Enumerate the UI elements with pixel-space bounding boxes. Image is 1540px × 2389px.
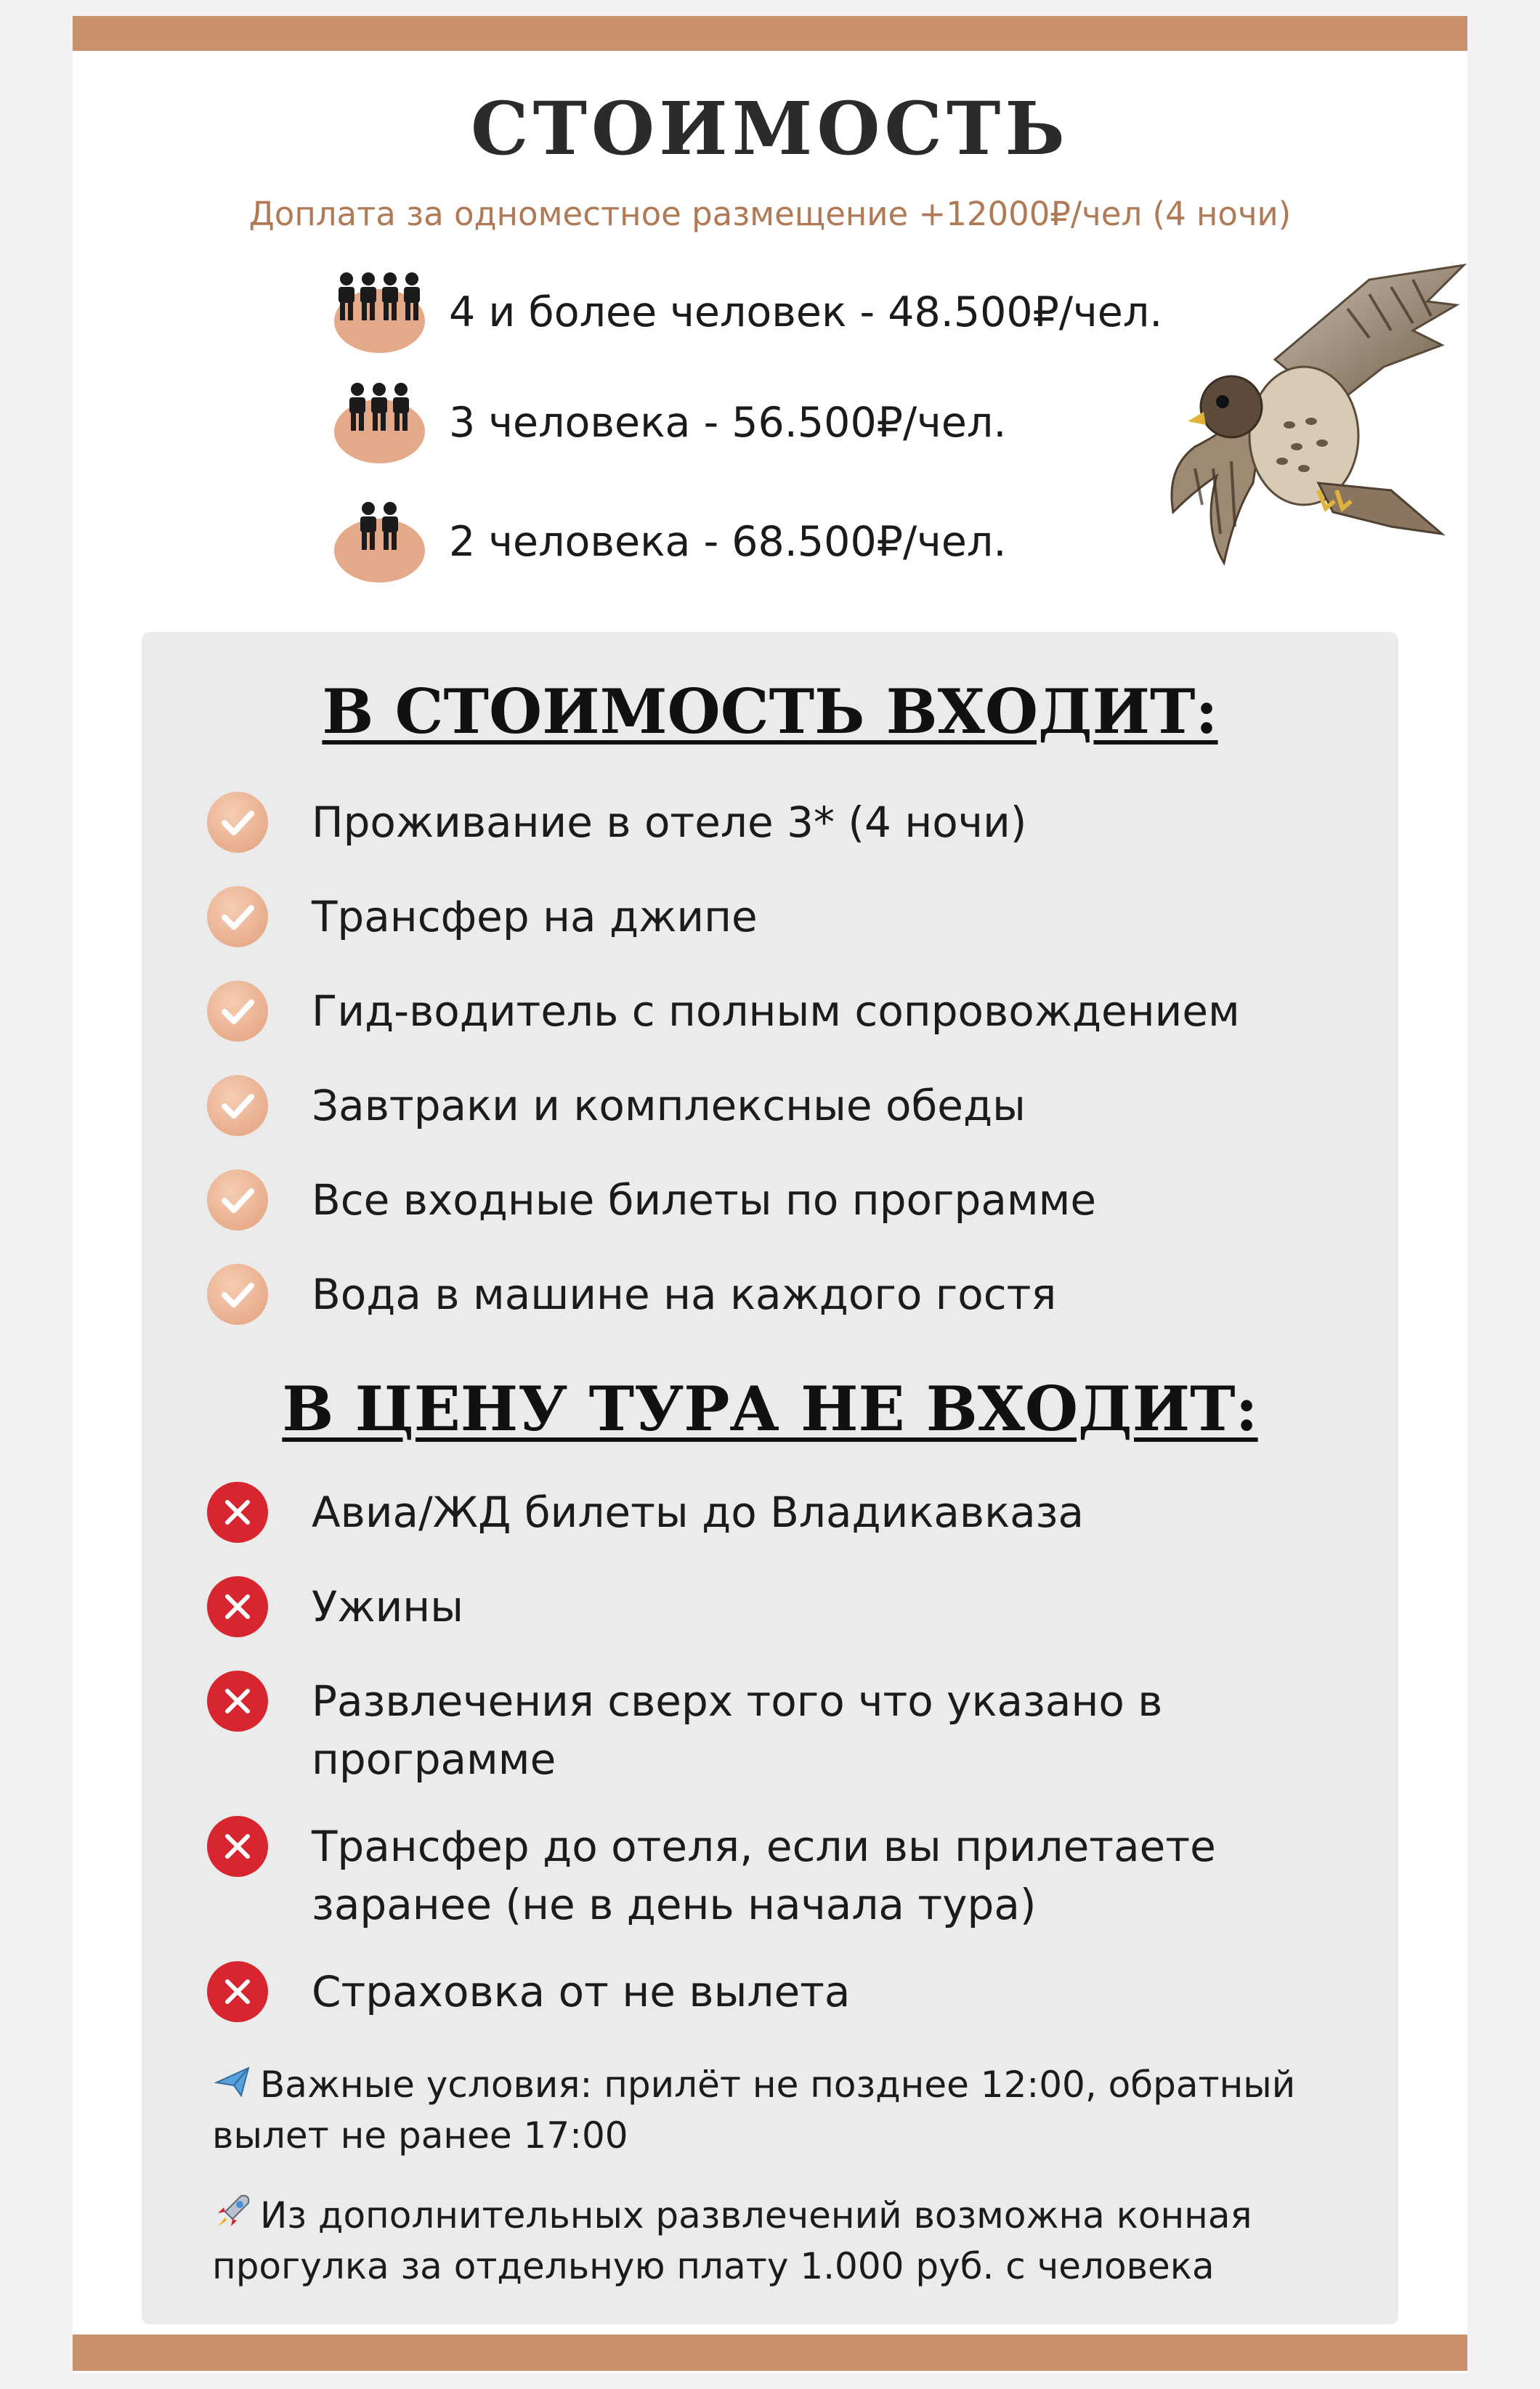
excluded-item [207,1961,1387,2022]
price-row-3 [331,379,1006,466]
falcon-illustration [1151,251,1471,599]
cross-icon [207,1482,268,1543]
excluded-item [207,1576,1387,1637]
conditions-text: Важные условия: прилёт не позднее 12:00, обратный вылет не ранее 17:00 [212,2064,1296,2157]
cross-icon [207,1576,268,1637]
check-icon [207,792,268,853]
bottom-accent-bar [73,2335,1467,2371]
included-item-label: Трансфер на джипе [312,892,758,941]
excluded-item-label: Трансфер до отеля, если вы прилетаете заранее (не в день начала тура) [312,1822,1216,1929]
excluded-item [207,1482,1387,1543]
cross-icon [207,1961,268,2022]
included-item-label: Вода в машине на каждого гостя [312,1270,1057,1319]
conditions-note [212,2059,1345,2161]
included-title: В СТОИМОСТЬ ВХОДИТ: [322,676,1218,747]
extras-note [212,2190,1345,2292]
extras-text: Из дополнительных развлечений возможна конная прогулка за отдельную плату 1.000 руб. с человека [212,2194,1252,2287]
check-icon [207,1169,268,1230]
included-item-label: Гид-водитель с полным сопровождением [312,986,1240,1036]
two-people-icon [331,498,429,585]
single-supplement-note: Доплата за одноместное размещение +12000₽/чел (4 ночи) [248,195,1292,233]
excluded-item [207,1671,1183,1788]
price-row-4-plus [331,269,1162,356]
excluded-title: В ЦЕНУ ТУРА НЕ ВХОДИТ: [282,1373,1258,1445]
airplane-icon [212,2061,253,2101]
top-accent-bar [73,16,1467,51]
excluded-item-label: Страховка от не вылета [312,1967,851,2016]
three-people-icon [331,379,429,466]
included-item [207,1075,1387,1136]
page-title: СТОИМОСТЬ [471,86,1069,171]
price-row-2 [331,498,1006,585]
check-icon [207,1075,268,1136]
check-icon [207,886,268,947]
cross-icon [207,1816,268,1877]
included-item [207,1169,1387,1230]
included-item [207,1264,1387,1325]
excluded-item-label: Развлечения сверх того что указано в программе [312,1676,1163,1784]
price-text: 2 человека - 68.500₽/чел. [449,518,1007,566]
four-people-icon [331,269,429,356]
included-item-label: Все входные билеты по программе [312,1175,1097,1225]
included-item-label: Завтраки и комплексные обеды [312,1081,1026,1130]
included-item [207,981,1387,1042]
included-item [207,792,1387,853]
cross-icon [207,1671,268,1732]
excluded-item-label: Авиа/ЖД билеты до Владикавказа [312,1488,1085,1537]
included-item-label: Проживание в отеле 3* (4 ночи) [312,798,1027,847]
price-text: 4 и более человек - 48.500₽/чел. [449,288,1163,336]
included-item [207,886,1387,947]
check-icon [207,981,268,1042]
excluded-item [207,1816,1292,1934]
excluded-item-label: Ужины [312,1582,464,1631]
rocket-icon [212,2191,253,2232]
price-text: 3 человека - 56.500₽/чел. [449,399,1007,447]
check-icon [207,1264,268,1325]
